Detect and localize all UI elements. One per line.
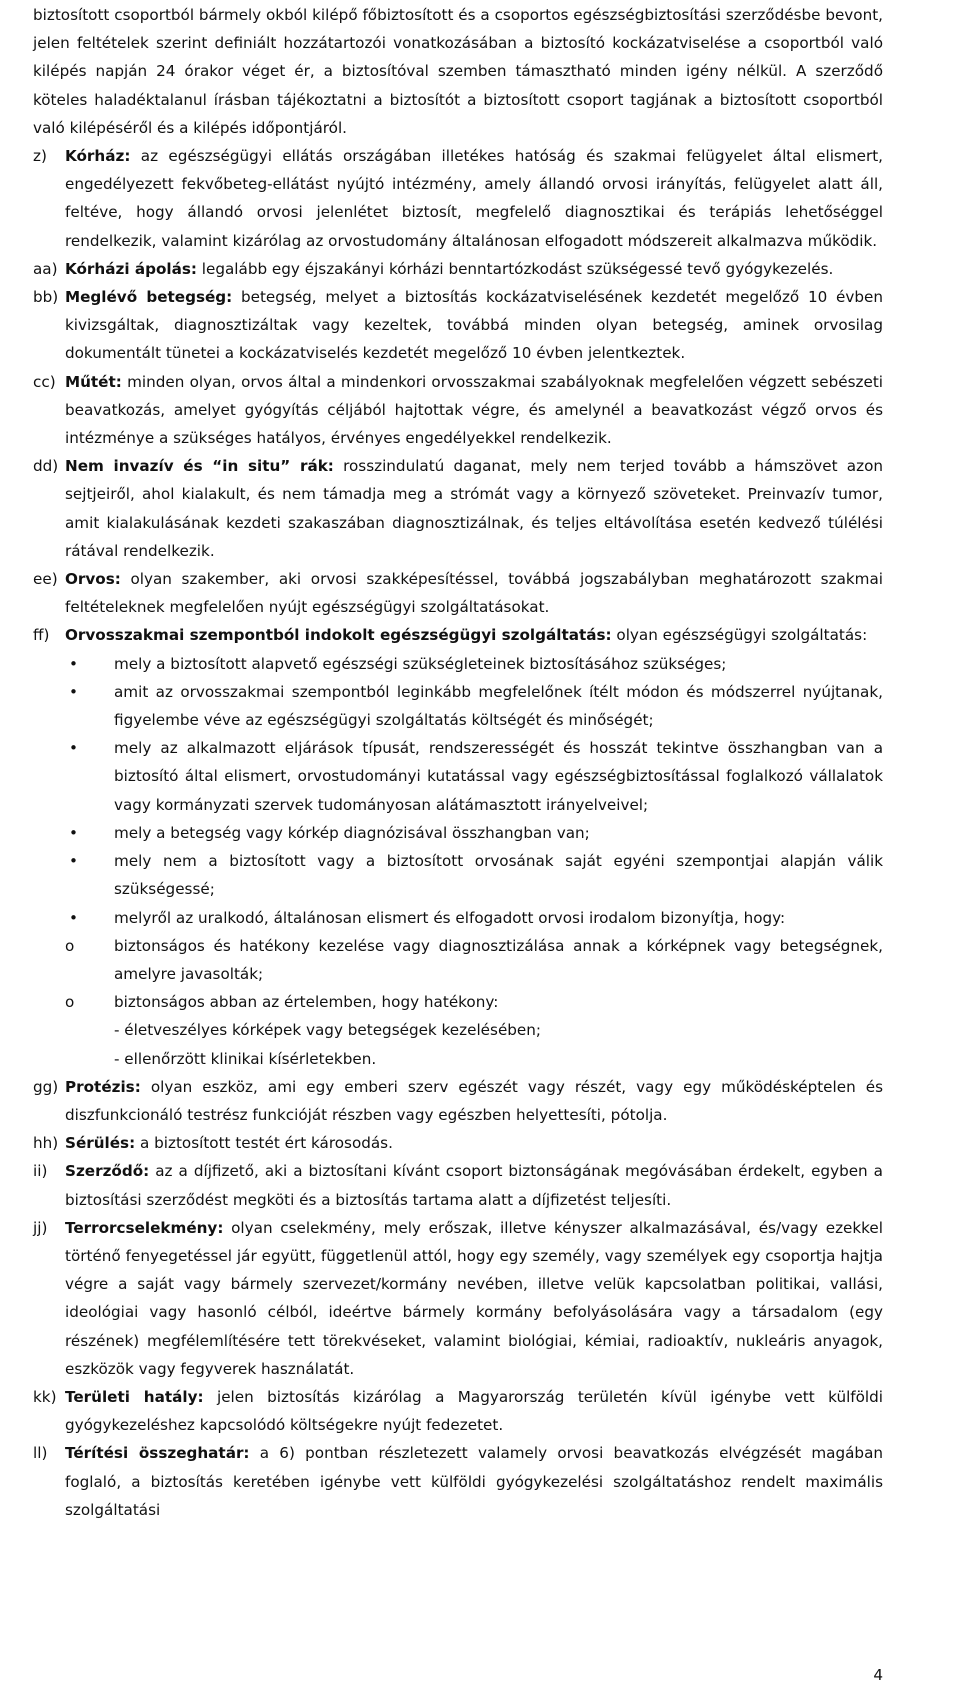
definition-item (33, 255, 883, 283)
circle-bullet-icon: o (65, 936, 75, 955)
definition-term: Orvosszakmai szempontból indokolt egészségügyi szolgáltatás: (65, 626, 612, 645)
definition-term: Protézis: (65, 1077, 141, 1096)
definition-text: a 6) pontban részletezett valamely orvosi beavatkozás elvégzését magában foglaló, a biztosítás keretében igénybe vett külföldi gyógykezelési szolgáltatáshoz rendelt maximális szolgáltatási (65, 1444, 884, 1519)
definition-text: az egészségügyi ellátás országában illetékes hatóság és szakmai felügyelet által elismert, engedélyezett fekvőbeteg-ellátást nyújtó intézmény, amely állandó orvosi irányítás, felügyelet alatt áll, feltéve, hogy állandó orvosi jelenlétet biztosít, megfelelő diagnosztikai és terápiás lehetőséggel rendelkezik, valamint kizárólag az orvostudomány általánosan elfogadott módszereit alkalmazva működik. (65, 147, 883, 250)
definitions-list-2 (33, 1073, 883, 1524)
definition-label: aa) (33, 259, 58, 278)
definition-item (33, 1129, 883, 1157)
intro-paragraph: biztosított csoportból bármely okból kilépő főbiztosított és a csoportos egészségbiztosítási szerződésbe bevont, jelen feltételek szerint definiált hozzátartozói vonatkozásában a biztosító kockázatviselése a csoportból való kilépés napján 24 órakor véget ér, a biztosítóval szemben támasztható minden igény nélkül. A szerződő köteles haladéktalanul írásban tájékoztatni a biztosítót a biztosított csoport tagjának a biztosított csoportból való kilépéséről és a kilépés időpontjáról. (33, 6, 883, 137)
definition-item (33, 368, 883, 453)
definition-item (33, 1214, 883, 1383)
definition-item (33, 283, 883, 368)
document-page (33, 0, 883, 1524)
bullet-icon: • (69, 682, 78, 701)
definition-label: ff) (33, 626, 50, 645)
definition-label: hh) (33, 1134, 59, 1153)
definition-item (33, 452, 883, 565)
list-item: • mely nem a biztosított vagy a biztosított orvosának saját egyéni szempontjai alapján válik szükségessé; (65, 847, 883, 903)
bullet-icon: • (69, 908, 78, 927)
definition-text: betegség, melyet a biztosítás kockázatviselésének kezdetét megelőző 10 évben kivizsgáltak, diagnosztizáltak vagy kezeltek, továbbá minden olyan betegség, aminek orvosilag dokumentált tünetei a kockázatviselés kezdetét megelőző 10 évben jelentkeztek. (65, 288, 883, 363)
definition-label: ll) (33, 1444, 48, 1463)
bullet-icon: • (69, 852, 78, 871)
definition-text: olyan eszköz, ami egy emberi szerv egészét vagy részét, vagy egy működésképtelen és diszfunkcionáló testrész funkcióját részben vagy egészben helyettesíti, pótolja. (65, 1077, 883, 1124)
definition-term: Meglévő betegség: (65, 288, 233, 307)
definition-label: gg) (33, 1077, 59, 1096)
definition-term: Nem invazív és “in situ” rák: (65, 457, 334, 476)
definition-term: Műtét: (65, 372, 122, 391)
definition-term: Kórházi ápolás: (65, 259, 197, 278)
definition-item (33, 1383, 883, 1439)
circle-bullet-icon: o (65, 993, 75, 1012)
definition-text: olyan cselekmény, mely erőszak, illetve kényszer alkalmazásával, és/vagy ezekkel történő fenyegetéssel jár együtt, függetlenül attól, hogy egy személy, vagy személyek egy csoportja hajtja végre a saját vagy bármely szervezet/kormány nevében, illetve velük kapcsolatban politikai, vallási, ideológiai vagy hasonló célból, ideértve bármely kormány befolyásolására vagy a társadalom (egy részének) megfélemlítésére tett törekvéseket, valamint biológiai, kémiai, radioaktív, nukleáris anyagok, eszközök vagy fegyverek használatát. (65, 1218, 883, 1378)
list-item: • mely az alkalmazott eljárások típusát, rendszerességét és hosszát tekintve összhangban van a biztosító által elismert, orvostudományi kutatással vagy egészségbiztosítással foglalkozó vállalatok vagy kormányzati szervek tudományosan alátámasztott irányelveivel; (65, 734, 883, 819)
definition-term: Kórház: (65, 147, 131, 166)
definition-text: legalább egy éjszakányi kórházi benntartózkodást szükségessé tevő gyógykezelés. (196, 259, 834, 278)
definition-term: Szerződő: (65, 1162, 150, 1181)
definition-item (33, 1157, 883, 1213)
definition-label: bb) (33, 288, 59, 307)
definition-text: olyan szakember, aki orvosi szakképesítéssel, továbbá jogszabályban meghatározott szakmai feltételeknek megfelelően nyújt egészségügyi szolgáltatásokat. (65, 570, 883, 617)
definition-label: dd) (33, 457, 59, 476)
definition-text: olyan egészségügyi szolgáltatás: (611, 626, 868, 645)
definition-text: az a díjfizető, aki a biztosítani kívánt csoport biztonságának megóvásában érdekelt, egyben a biztosítási szerződést megköti és a biztosítás tartama alatt a díjfizetést teljesíti. (65, 1162, 883, 1209)
bullet-list (65, 650, 883, 932)
definition-term: Terrorcselekmény: (65, 1218, 224, 1237)
definition-item (33, 142, 883, 255)
definition-label: cc) (33, 372, 56, 391)
dash-item: - ellenőrzött klinikai kísérletekben. (114, 1049, 377, 1068)
definition-label: jj) (33, 1218, 48, 1237)
bullet-icon: • (69, 823, 78, 842)
list-item: • amit az orvosszakmai szempontból leginkább megfelelőnek ítélt módon és módszerrel nyújtanak, figyelembe véve az egészségügyi szolgáltatás költségét és minőségét; (65, 678, 883, 734)
definition-text: rosszindulatú daganat, mely nem terjed tovább a hámszövet azon sejtjeiről, ahol kialakult, és nem támadja meg a strómát vagy a környező szöveteket. Preinvazív tumor, amit kialakulásának kezdeti szakaszában diagnosztizálnak, és teljes eltávolítása esetén kedvező túlélési rátával rendelkezik. (65, 457, 883, 560)
list-item: • melyről az uralkodó, általánosan elismert és elfogadott orvosi irodalom bizonyítja, hogy: (65, 904, 883, 932)
definition-label: kk) (33, 1387, 57, 1406)
sub-list-item: o biztonságos abban az értelemben, hogy hatékony: (65, 988, 883, 1016)
sub-list-item: o biztonságos és hatékony kezelése vagy diagnosztizálása annak a kórképnek vagy betegségnek, amelyre javasolták; (65, 932, 883, 988)
definition-item (33, 565, 883, 621)
definition-item (33, 1073, 883, 1129)
definition-ff (33, 621, 883, 1072)
list-item: • mely a betegség vagy kórkép diagnózisával összhangban van; (65, 819, 883, 847)
definition-text: jelen biztosítás kizárólag a Magyarország területén kívül igénybe vett külföldi gyógykezeléshez kapcsolódó költségekre nyújt fedezetet. (65, 1387, 884, 1435)
bullet-icon: • (69, 654, 78, 673)
definition-term: Orvos: (65, 570, 121, 589)
page-number: 4 (873, 1666, 883, 1684)
definition-term: Sérülés: (65, 1134, 136, 1153)
definitions-list-1 (33, 142, 883, 621)
definition-item (33, 1439, 883, 1524)
definition-term: Területi hatály: (65, 1387, 204, 1406)
definition-text: minden olyan, orvos által a mindenkori orvosszakmai szabályoknak megfelelően végzett sebészeti beavatkozás, amelyet gyógyítás céljából hajtottak végre, és amelynél a beavatkozást végző orvos és intézménye a szükséges hatályos, érvényes engedélyekkel rendelkezik. (65, 372, 883, 448)
bullet-icon: • (69, 739, 78, 758)
definition-label: z) (33, 147, 47, 166)
definition-label: ee) (33, 570, 58, 589)
definition-term: Térítési összeghatár: (65, 1444, 250, 1463)
list-item: • mely a biztosított alapvető egészségi szükségleteinek biztosításához szükséges; (65, 650, 883, 678)
definition-label: ii) (33, 1162, 48, 1181)
definition-text: a biztosított testét ért károsodás. (135, 1134, 393, 1153)
dash-item: - életveszélyes kórképek vagy betegségek kezelésében; (114, 1021, 542, 1040)
